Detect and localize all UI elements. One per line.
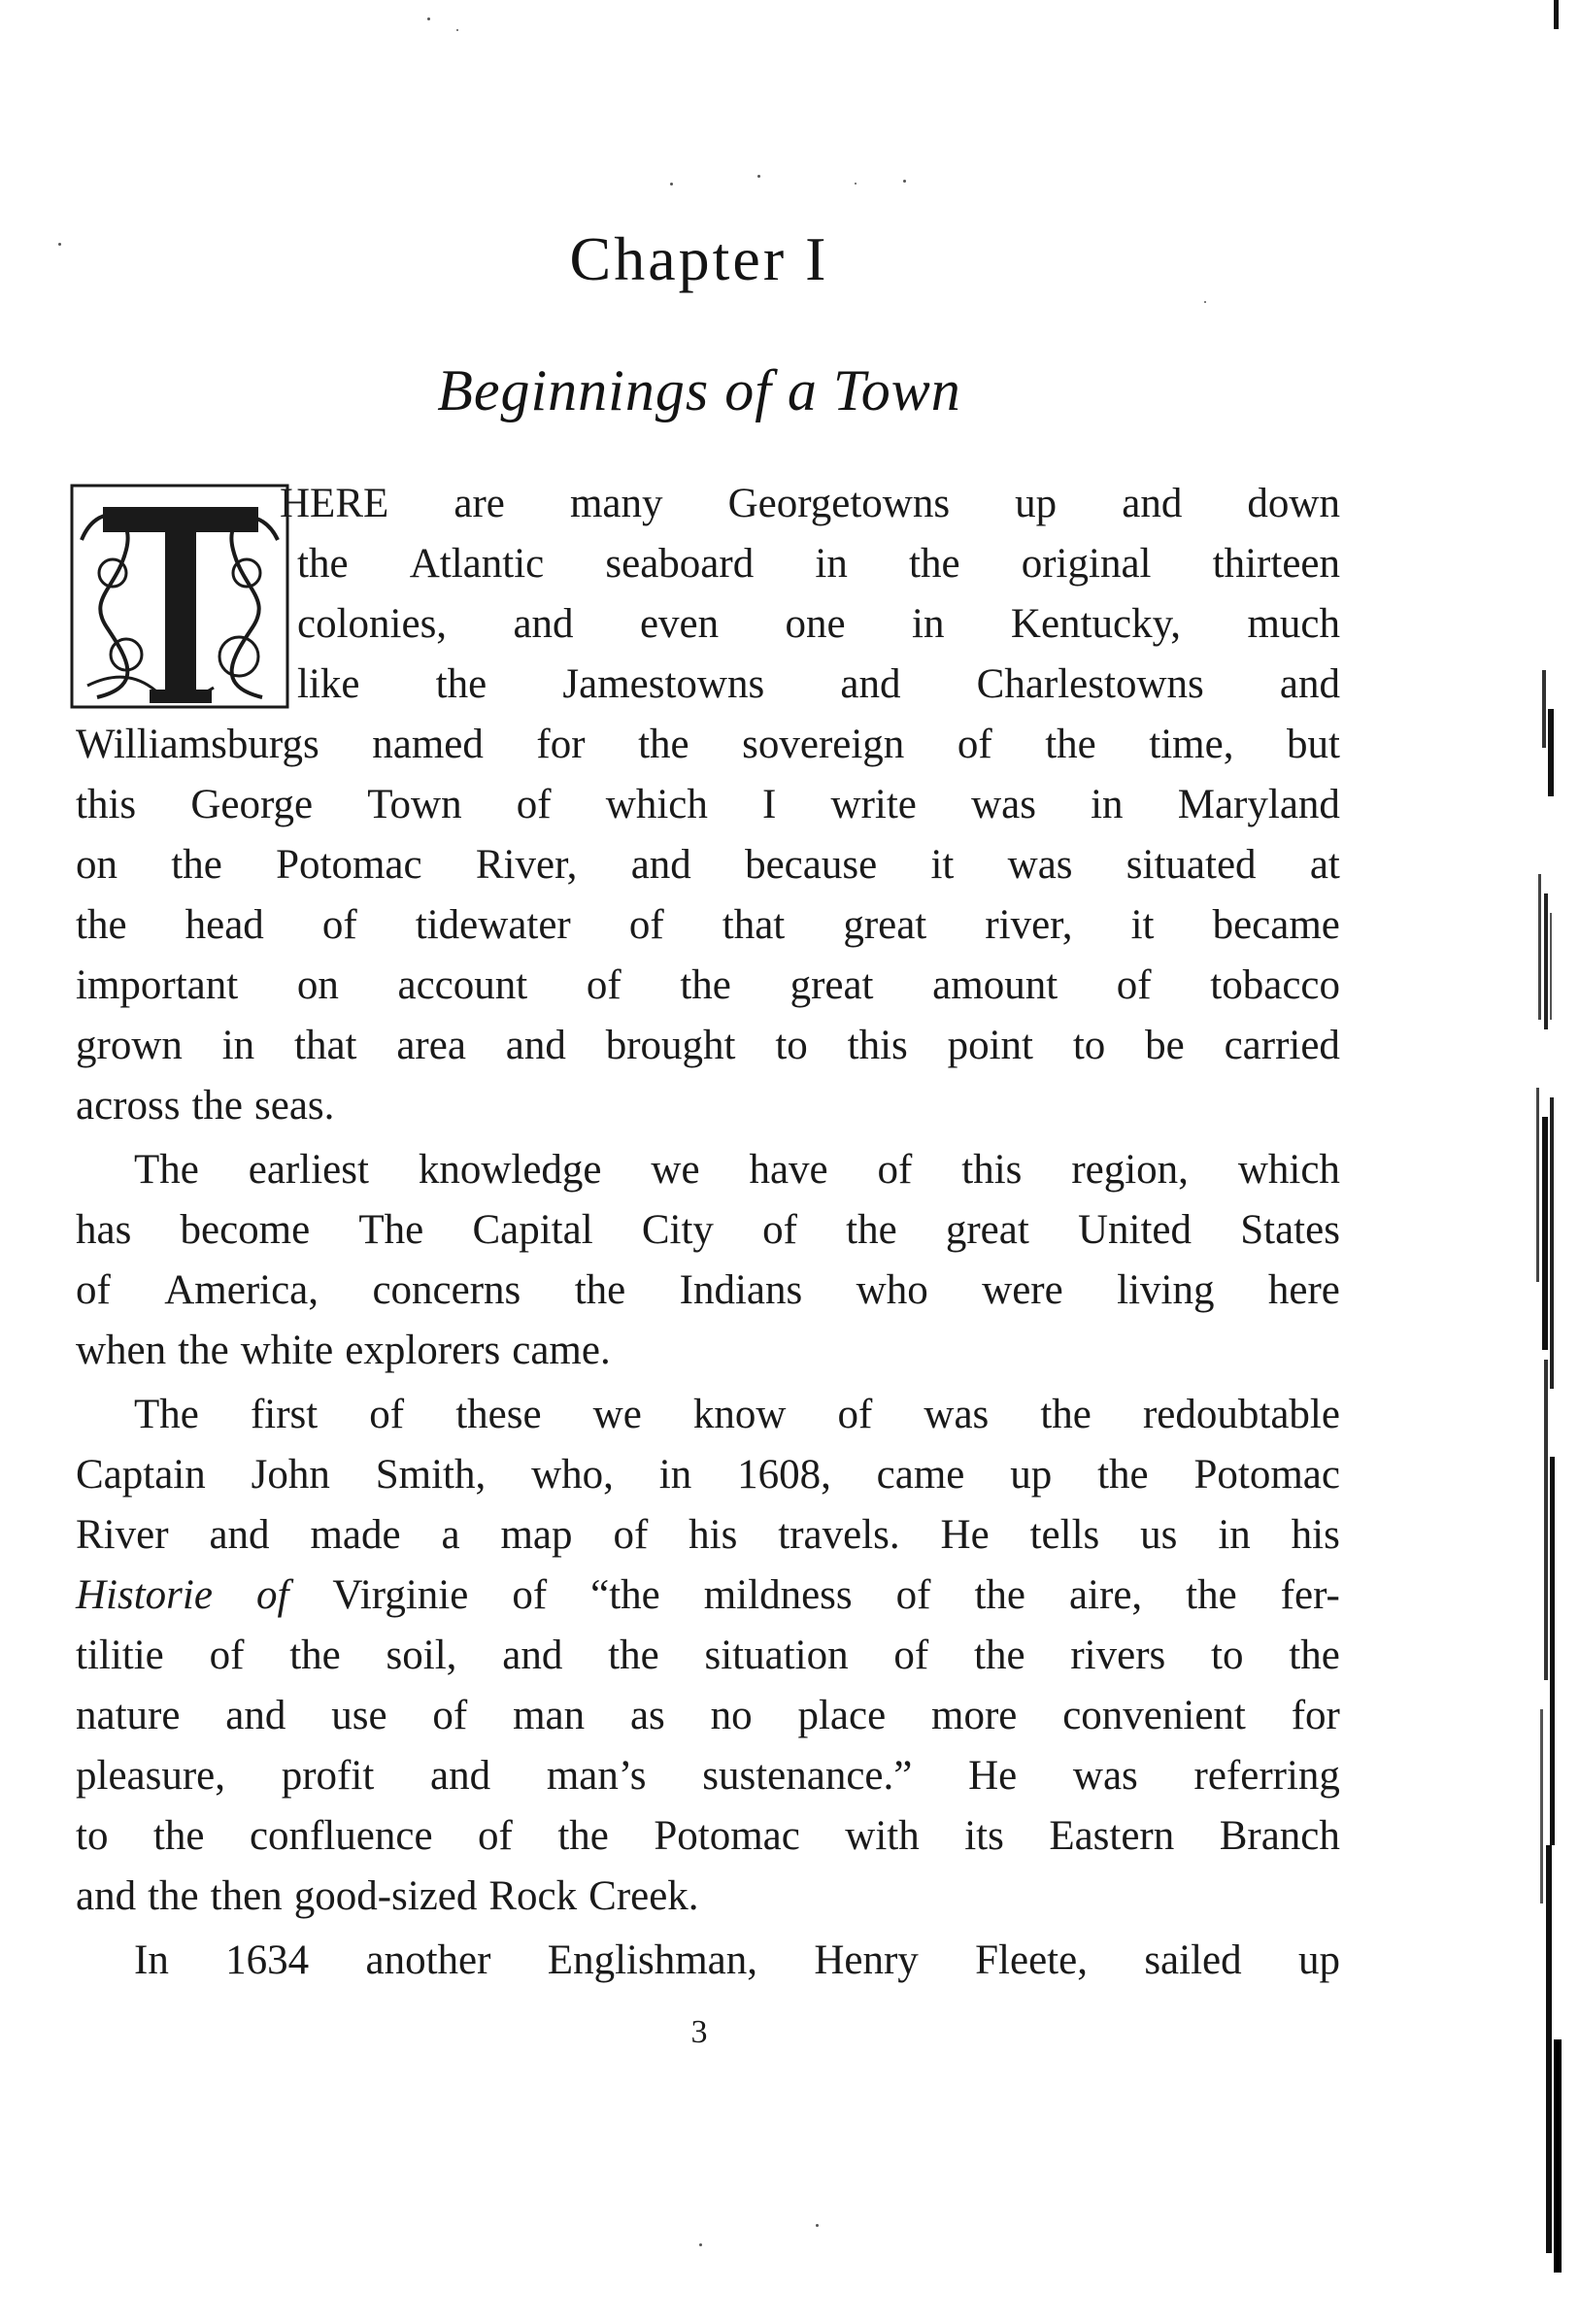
word: map [500, 1512, 573, 1558]
word: and [209, 1512, 270, 1558]
word: of [369, 1392, 405, 1437]
word: the [608, 1633, 659, 1678]
word: area [396, 1023, 466, 1068]
word: The [134, 1392, 199, 1437]
word: this [961, 1147, 1023, 1193]
word: the [171, 842, 222, 888]
word: of [478, 1813, 513, 1859]
word: that [722, 902, 786, 948]
word: profit [281, 1753, 375, 1799]
word: on [296, 962, 339, 1008]
word: came [876, 1452, 965, 1498]
word: and [505, 1023, 566, 1068]
word: the [638, 722, 689, 767]
word: write [830, 782, 917, 827]
word: his [689, 1512, 738, 1558]
word: we [592, 1392, 642, 1437]
word: convenient [1062, 1693, 1246, 1738]
word: Capital [472, 1207, 593, 1253]
word: Fleete, [975, 1937, 1088, 1983]
word: Branch [1219, 1813, 1340, 1859]
text-line [76, 1686, 1340, 1746]
text-line [76, 1261, 1340, 1321]
word: us [1140, 1512, 1178, 1558]
word: river, [985, 902, 1073, 948]
word: tobacco [1210, 962, 1340, 1008]
word: living [1117, 1267, 1215, 1313]
word: of [895, 1572, 931, 1618]
word: great [843, 902, 927, 948]
word: Potomac [654, 1813, 800, 1859]
word: point [947, 1023, 1034, 1068]
word: and [76, 1873, 137, 1919]
word: of [957, 722, 992, 767]
word: soil, [386, 1633, 457, 1678]
word: tidewater [415, 902, 571, 948]
word: Rock [488, 1873, 578, 1919]
word: good-sized [293, 1873, 478, 1919]
word: who, [531, 1452, 614, 1498]
word: in [658, 1452, 692, 1498]
word: Williamsburgs [76, 722, 319, 767]
word: the [574, 1267, 626, 1313]
word: Kentucky, [1010, 601, 1182, 647]
word: travels. [778, 1512, 900, 1558]
word: rivers [1070, 1633, 1166, 1678]
word: brought [605, 1023, 736, 1068]
text-line [76, 1200, 1340, 1261]
text-line [76, 775, 1340, 835]
word: a [441, 1512, 460, 1558]
word: even [639, 601, 720, 647]
word: of [76, 1267, 111, 1313]
word: up [1297, 1937, 1340, 1983]
word: situated [1125, 842, 1257, 888]
page-number: 3 [690, 2014, 708, 2050]
chapter-title: Beginnings of a Town [437, 358, 961, 422]
text-line [76, 655, 1340, 715]
word: became [1212, 902, 1340, 948]
word: River, [475, 842, 578, 888]
body-text [76, 474, 1340, 1991]
word: was [1007, 842, 1073, 888]
word: it [930, 842, 955, 888]
word: was [924, 1392, 990, 1437]
word: Potomac [1193, 1452, 1340, 1498]
text-line [76, 895, 1340, 956]
word: grown [76, 1023, 183, 1068]
word: tells [1029, 1512, 1100, 1558]
word: because [745, 842, 878, 888]
text-line [76, 1867, 1340, 1927]
word: across [76, 1083, 181, 1128]
word: Georgetowns [727, 481, 951, 526]
word: this [76, 782, 137, 827]
word: then [210, 1873, 283, 1919]
word: use [331, 1693, 387, 1738]
text-line [76, 1931, 1340, 1991]
text-line [76, 715, 1340, 775]
word: of [1116, 962, 1152, 1008]
word: of [255, 1572, 289, 1618]
text-line [76, 1140, 1340, 1200]
word: knowledge [418, 1147, 602, 1193]
word: up [1010, 1452, 1053, 1498]
word: of [209, 1633, 245, 1678]
word: its [964, 1813, 1004, 1859]
word: sustenance.” [702, 1753, 913, 1799]
word: and [225, 1693, 286, 1738]
word: the [846, 1207, 897, 1253]
word: as [629, 1693, 665, 1738]
word: United [1077, 1207, 1193, 1253]
word: which [1237, 1147, 1340, 1193]
word: be [1145, 1023, 1185, 1068]
word: the [289, 1633, 341, 1678]
word: the [1045, 722, 1096, 767]
word: no [710, 1693, 753, 1738]
word: River [76, 1512, 169, 1558]
word: of [432, 1693, 468, 1738]
word: in [221, 1023, 255, 1068]
word: referring [1193, 1753, 1340, 1799]
paragraph [76, 474, 1340, 1136]
word: was [1072, 1753, 1138, 1799]
word: earliest [248, 1147, 369, 1193]
word: one [785, 601, 846, 647]
word: aire, [1068, 1572, 1143, 1618]
word: of [628, 902, 664, 948]
word: the [1289, 1633, 1340, 1678]
word: seaboard [605, 541, 755, 587]
word: these [455, 1392, 542, 1437]
word: great [945, 1207, 1029, 1253]
word: place [797, 1693, 887, 1738]
word: great [790, 962, 874, 1008]
word: Virginie [332, 1572, 469, 1618]
word: in [1218, 1512, 1251, 1558]
word: Town [367, 782, 462, 827]
word: redoubtable [1142, 1392, 1340, 1437]
word: Potomac [276, 842, 422, 888]
word: the [557, 1813, 609, 1859]
word: when [76, 1328, 167, 1373]
text-line [76, 1746, 1340, 1806]
word: who [856, 1267, 928, 1313]
word: pleasure, [76, 1753, 226, 1799]
word: the [148, 1873, 199, 1919]
word: Historie [76, 1572, 213, 1618]
word: time, [1149, 722, 1234, 767]
word: first [250, 1392, 319, 1437]
word: the [152, 1813, 205, 1859]
word: here [1267, 1267, 1340, 1313]
text-line [76, 594, 1340, 655]
chapter-number: Chapter I [569, 224, 829, 293]
word: have [749, 1147, 828, 1193]
word: nature [76, 1693, 181, 1738]
word: we [651, 1147, 700, 1193]
word: at [1309, 842, 1340, 888]
word: John [251, 1452, 330, 1498]
word: of [586, 962, 622, 1008]
word: more [931, 1693, 1018, 1738]
word: of [837, 1392, 873, 1437]
word: man [513, 1693, 586, 1738]
word: white [240, 1328, 334, 1373]
text-line [76, 835, 1340, 895]
word: the [1186, 1572, 1237, 1618]
word: of [613, 1512, 649, 1558]
text-line [76, 1016, 1340, 1076]
word: the [191, 1083, 244, 1128]
word: in [815, 541, 848, 587]
word: to [1072, 1023, 1106, 1068]
word: He [940, 1512, 990, 1558]
word: of [762, 1207, 797, 1253]
word: the [680, 962, 731, 1008]
text-line [76, 1806, 1340, 1867]
text-line [76, 1445, 1340, 1505]
word: in [912, 601, 945, 647]
word: George [190, 782, 314, 827]
text-line [76, 534, 1340, 594]
word: Captain [76, 1452, 206, 1498]
word: amount [932, 962, 1058, 1008]
word: of [516, 782, 552, 827]
word: tilitie [76, 1633, 164, 1678]
word: to [76, 1813, 109, 1859]
word: it [1130, 902, 1155, 948]
word: sovereign [742, 722, 905, 767]
scan-edge-artifact [1515, 0, 1579, 2324]
text-line [76, 474, 1340, 534]
word: the [297, 541, 349, 587]
word: in [1091, 782, 1124, 827]
word: the [76, 902, 127, 948]
word: Henry [814, 1937, 919, 1983]
word: the [1097, 1452, 1149, 1498]
word: Jamestowns [562, 661, 765, 707]
word: confluence [249, 1813, 433, 1859]
word: the [178, 1328, 229, 1373]
word: City [641, 1207, 714, 1253]
word: were [982, 1267, 1063, 1313]
word: of [321, 902, 357, 948]
word: concerns [372, 1267, 521, 1313]
word: his [1291, 1512, 1340, 1558]
word: that [294, 1023, 357, 1068]
word: man’s [546, 1753, 647, 1799]
word: up [1015, 481, 1058, 526]
text-line [76, 1566, 1340, 1626]
word: 1608, [737, 1452, 831, 1498]
word: came. [512, 1328, 611, 1373]
paragraph [76, 1140, 1340, 1381]
word: the [909, 541, 960, 587]
text-line [76, 1385, 1340, 1445]
word: head [185, 902, 264, 948]
word: fer- [1280, 1572, 1340, 1618]
word: Indians [679, 1267, 803, 1313]
text-line [76, 1505, 1340, 1566]
word: many [569, 481, 663, 526]
word: region, [1071, 1147, 1189, 1193]
word: States [1240, 1207, 1340, 1253]
word: become [180, 1207, 311, 1253]
word: to [775, 1023, 808, 1068]
word: much [1247, 601, 1340, 647]
word: of [877, 1147, 913, 1193]
word: the [435, 661, 487, 707]
word: colonies, [297, 601, 448, 647]
word: Charlestowns [976, 661, 1204, 707]
word: seas. [254, 1083, 335, 1128]
word: Maryland [1177, 782, 1340, 827]
word: was [971, 782, 1036, 827]
word: The [134, 1147, 199, 1193]
word: made [310, 1512, 401, 1558]
word: In [134, 1937, 169, 1983]
word: of [512, 1572, 548, 1618]
word: Englishman, [547, 1937, 757, 1983]
text-line [76, 1076, 1340, 1136]
word: sailed [1144, 1937, 1242, 1983]
word: has [76, 1207, 132, 1253]
word: another [365, 1937, 491, 1983]
word: are [454, 481, 505, 526]
word: account [397, 962, 528, 1008]
word: but [1287, 722, 1340, 767]
word: mildness [703, 1572, 853, 1618]
word: like [297, 661, 360, 707]
word: and [1122, 481, 1183, 526]
paragraph [76, 1385, 1340, 1927]
text-line [76, 1321, 1340, 1381]
word: for [536, 722, 586, 767]
word: on [76, 842, 118, 888]
word: named [372, 722, 484, 767]
word: important [76, 962, 239, 1008]
word: He [968, 1753, 1018, 1799]
word: and [1279, 661, 1340, 707]
word: HERE [280, 481, 389, 526]
word: original [1021, 541, 1152, 587]
word: and [840, 661, 901, 707]
word: the [974, 1633, 1025, 1678]
word: and [502, 1633, 563, 1678]
word: and [430, 1753, 491, 1799]
word: know [692, 1392, 787, 1437]
word: to [1211, 1633, 1244, 1678]
word: down [1247, 481, 1340, 526]
word: for [1291, 1693, 1340, 1738]
word: of [893, 1633, 929, 1678]
text-line [76, 1626, 1340, 1686]
word: America, [164, 1267, 319, 1313]
word: I [762, 782, 777, 827]
word: situation [704, 1633, 849, 1678]
word: The [358, 1207, 424, 1253]
word: Eastern [1049, 1813, 1175, 1859]
word: “the [590, 1572, 660, 1618]
word: thirteen [1212, 541, 1340, 587]
word: and [630, 842, 691, 888]
text-line [76, 956, 1340, 1016]
word: carried [1224, 1023, 1340, 1068]
word: explorers [345, 1328, 501, 1373]
word: the [1040, 1392, 1092, 1437]
word: this [847, 1023, 908, 1068]
word: Atlantic [409, 541, 545, 587]
paragraph [76, 1931, 1340, 1991]
word: Smith, [375, 1452, 487, 1498]
word: Creek. [588, 1873, 699, 1919]
word: and [513, 601, 574, 647]
word: the [974, 1572, 1025, 1618]
word: with [845, 1813, 920, 1859]
word: 1634 [225, 1937, 310, 1983]
word: which [605, 782, 708, 827]
